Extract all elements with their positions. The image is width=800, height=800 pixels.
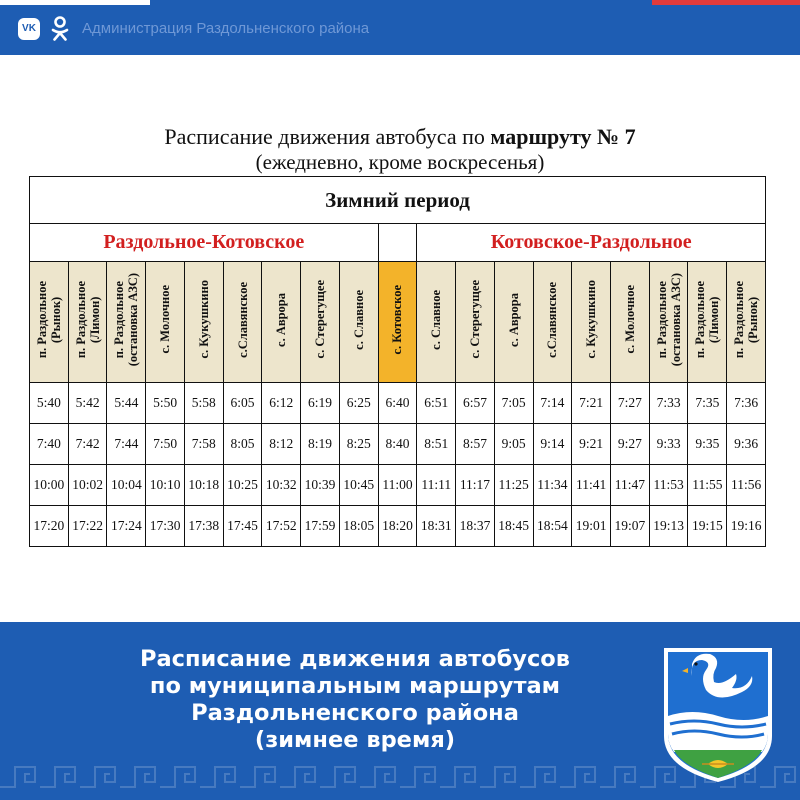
time-cell: 8:51 xyxy=(417,424,456,465)
time-cell: 7:50 xyxy=(146,424,185,465)
direction-spacer xyxy=(378,224,417,262)
time-cell: 9:36 xyxy=(727,424,766,465)
organization-name[interactable]: Администрация Раздольненского района xyxy=(82,20,370,37)
time-cell: 9:35 xyxy=(688,424,727,465)
time-cell: 10:10 xyxy=(146,465,185,506)
stop-name: п. Раздольное (Лимон) xyxy=(73,280,102,359)
vk-icon[interactable]: VK xyxy=(18,18,40,40)
time-cell: 7:05 xyxy=(494,383,533,424)
time-cell: 17:52 xyxy=(262,506,301,547)
departure-row xyxy=(30,506,766,547)
stop-name: с. Кукушкино xyxy=(584,280,599,359)
time-cell: 8:05 xyxy=(223,424,262,465)
stop-name: п. Раздольное (остановка АЗС) xyxy=(654,272,683,367)
stop-header-cell xyxy=(301,262,340,383)
direction-return: Котовское-Раздольное xyxy=(417,224,766,262)
time-cell: 19:15 xyxy=(688,506,727,547)
stop-header-cell xyxy=(339,262,378,383)
time-cell: 11:00 xyxy=(378,465,417,506)
stop-name: с. Молочное xyxy=(158,285,173,354)
time-cell: 19:13 xyxy=(649,506,688,547)
time-cell: 8:19 xyxy=(301,424,340,465)
stop-name: п. Раздольное (Рынок) xyxy=(732,280,761,359)
stops-header-row xyxy=(30,262,766,383)
footer-title: Расписание движения автобусов по муниципальным маршрутам Раздольненского района (зимнее время) xyxy=(140,646,570,753)
time-cell: 7:36 xyxy=(727,383,766,424)
stop-header-cell xyxy=(184,262,223,383)
stop-header-cell xyxy=(262,262,301,383)
time-cell: 6:12 xyxy=(262,383,301,424)
stop-name: п. Раздольное (остановка АЗС) xyxy=(112,272,141,367)
time-cell: 6:05 xyxy=(223,383,262,424)
stop-name: с. Котовское xyxy=(390,284,405,355)
stop-header-cell xyxy=(223,262,262,383)
stop-header-cell xyxy=(494,262,533,383)
time-cell: 5:40 xyxy=(30,383,69,424)
time-cell: 8:12 xyxy=(262,424,301,465)
stop-name: с. Молочное xyxy=(622,285,637,354)
time-cell: 6:40 xyxy=(378,383,417,424)
time-cell: 18:37 xyxy=(456,506,495,547)
time-cell: 18:05 xyxy=(339,506,378,547)
stop-header-cell xyxy=(417,262,456,383)
time-cell: 17:30 xyxy=(146,506,185,547)
time-cell: 18:20 xyxy=(378,506,417,547)
flag-stripe xyxy=(0,0,800,5)
stop-header-cell xyxy=(378,262,417,383)
time-cell: 10:18 xyxy=(184,465,223,506)
time-cell: 11:11 xyxy=(417,465,456,506)
stop-name: п. Раздольное (Рынок) xyxy=(34,280,63,359)
time-cell: 7:21 xyxy=(572,383,611,424)
stop-header-cell xyxy=(533,262,572,383)
time-cell: 7:33 xyxy=(649,383,688,424)
time-cell: 10:25 xyxy=(223,465,262,506)
time-cell: 9:33 xyxy=(649,424,688,465)
time-cell: 10:39 xyxy=(301,465,340,506)
time-cell: 10:02 xyxy=(68,465,107,506)
time-cell: 11:25 xyxy=(494,465,533,506)
stop-name: с. Стерегущее xyxy=(313,280,327,359)
coat-of-arms-icon xyxy=(662,646,774,784)
time-cell: 9:05 xyxy=(494,424,533,465)
time-cell: 6:57 xyxy=(456,383,495,424)
time-cell: 17:59 xyxy=(301,506,340,547)
time-cell: 5:42 xyxy=(68,383,107,424)
time-cell: 11:53 xyxy=(649,465,688,506)
departure-row xyxy=(30,465,766,506)
footer-banner xyxy=(0,622,800,800)
time-cell: 19:01 xyxy=(572,506,611,547)
time-cell: 6:51 xyxy=(417,383,456,424)
time-cell: 7:44 xyxy=(107,424,146,465)
time-cell: 5:58 xyxy=(184,383,223,424)
stop-name: с. Аврора xyxy=(274,292,289,347)
time-cell: 17:24 xyxy=(107,506,146,547)
stop-name: с. Славное xyxy=(429,289,444,350)
schedule-subtitle: (ежедневно, кроме воскресенья) xyxy=(255,150,545,174)
time-cell: 10:45 xyxy=(339,465,378,506)
stop-header-cell xyxy=(30,262,69,383)
time-cell: 11:55 xyxy=(688,465,727,506)
time-cell: 7:35 xyxy=(688,383,727,424)
time-cell: 17:45 xyxy=(223,506,262,547)
time-cell: 11:34 xyxy=(533,465,572,506)
time-cell: 6:25 xyxy=(339,383,378,424)
time-cell: 7:27 xyxy=(611,383,650,424)
time-cell: 9:21 xyxy=(572,424,611,465)
time-cell: 9:27 xyxy=(611,424,650,465)
bus-schedule-table xyxy=(29,176,766,547)
time-cell: 11:47 xyxy=(611,465,650,506)
time-cell: 7:40 xyxy=(30,424,69,465)
stop-name: п. Раздольное (Лимон) xyxy=(693,280,722,359)
odnoklassniki-icon[interactable] xyxy=(50,16,70,42)
departure-row xyxy=(30,424,766,465)
stop-header-cell xyxy=(688,262,727,383)
time-cell: 11:56 xyxy=(727,465,766,506)
time-cell: 7:14 xyxy=(533,383,572,424)
period-header: Зимний период xyxy=(30,177,766,224)
stop-header-cell xyxy=(146,262,185,383)
time-cell: 6:19 xyxy=(301,383,340,424)
time-cell: 10:00 xyxy=(30,465,69,506)
time-cell: 19:07 xyxy=(611,506,650,547)
stop-header-cell xyxy=(611,262,650,383)
time-cell: 5:50 xyxy=(146,383,185,424)
stop-name: с. Славное xyxy=(351,289,366,350)
time-cell: 19:16 xyxy=(727,506,766,547)
stop-name: с. Кукушкино xyxy=(196,280,211,359)
stop-name: с.Славянское xyxy=(545,281,560,358)
time-cell: 18:31 xyxy=(417,506,456,547)
direction-outbound: Раздольное-Котовское xyxy=(30,224,379,262)
time-cell: 11:41 xyxy=(572,465,611,506)
stop-header-cell xyxy=(572,262,611,383)
time-cell: 7:58 xyxy=(184,424,223,465)
stop-header-cell xyxy=(456,262,495,383)
stop-header-cell xyxy=(68,262,107,383)
time-cell: 8:40 xyxy=(378,424,417,465)
time-cell: 17:22 xyxy=(68,506,107,547)
time-cell: 5:44 xyxy=(107,383,146,424)
time-cell: 18:54 xyxy=(533,506,572,547)
top-bar xyxy=(0,0,800,55)
time-cell: 8:57 xyxy=(456,424,495,465)
stop-header-cell xyxy=(727,262,766,383)
departure-row xyxy=(30,383,766,424)
time-cell: 10:04 xyxy=(107,465,146,506)
time-cell: 18:45 xyxy=(494,506,533,547)
schedule-title: Расписание движения автобуса по маршруту № 7 xyxy=(164,124,636,149)
stop-name: с. Аврора xyxy=(506,292,521,347)
stop-name: с. Стерегущее xyxy=(467,280,482,359)
time-cell: 17:20 xyxy=(30,506,69,547)
time-cell: 10:32 xyxy=(262,465,301,506)
time-cell: 17:38 xyxy=(184,506,223,547)
stop-header-cell xyxy=(649,262,688,383)
time-cell: 9:14 xyxy=(533,424,572,465)
stop-name: с.Славянское xyxy=(235,281,250,358)
stop-header-cell xyxy=(107,262,146,383)
time-cell: 8:25 xyxy=(339,424,378,465)
time-cell: 7:42 xyxy=(68,424,107,465)
time-cell: 11:17 xyxy=(456,465,495,506)
